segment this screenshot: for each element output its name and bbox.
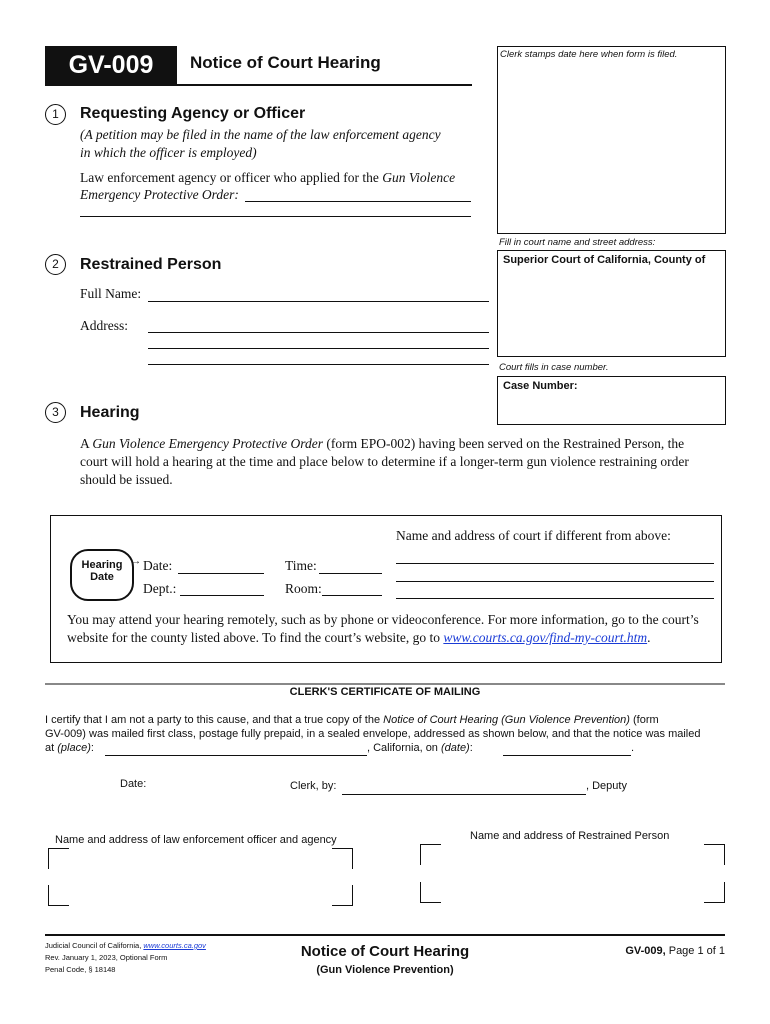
officer-address-label: Name and address of law enforcement officer and agency [55,834,337,846]
alt-court-field-line1[interactable] [396,563,714,564]
form-id-badge: GV-009 [45,46,177,84]
certificate-line3-a [45,742,94,754]
case-number-label: Case Number: [503,380,578,392]
hearing-text-prefix: A [80,436,93,451]
date-field[interactable] [178,573,264,574]
certificate-line1-italic: Notice of Court Hearing (Gun Violence Prevention) [383,714,630,726]
page-title: Notice of Court Hearing [190,53,381,72]
hearing-text-line1 [80,436,684,452]
remote-text-suffix: . [647,630,651,645]
room-label: Room: [285,581,322,596]
court-fill-note: Fill in court name and street address: [499,237,656,248]
court-name-label: Superior Court of California, County of [503,254,706,266]
certificate-heading: CLERK'S CERTIFICATE OF MAILING [289,686,481,698]
deputy-label: , Deputy [586,780,627,792]
restrained-window-corner-tr [704,844,725,865]
certificate-line2: GV-009) was mailed first class, postage fully prepaid, in a sealed envelope, addressed as shown below, and that the notice was mailed [45,728,701,740]
footer-page [560,945,725,957]
certificate-line3-b [367,742,473,754]
full-name-label: Full Name: [80,286,142,301]
restrained-window-corner-tl [420,844,441,865]
full-name-field[interactable] [148,301,489,302]
section1-note-line1: (A petition may be filed in the name of the law enforcement agency [80,127,441,142]
time-field[interactable] [319,573,382,574]
remote-text-prefix: website for the county listed above. To find the court’s website, go to [67,630,444,645]
alt-court-field-line2[interactable] [396,581,714,582]
hearing-text-rest: (form EPO-002) having been served on the Restrained Person, the [323,436,685,451]
time-label: Time: [285,558,317,573]
badge-line2: Date [90,571,114,583]
agency-field-line1[interactable] [245,201,471,202]
footer-page-number: Page 1 of 1 [665,945,725,957]
footer-subtitle: (Gun Violence Prevention) [316,964,454,976]
dept-label: Dept.: [143,581,177,596]
restrained-window-corner-br [704,882,725,903]
address-field-line2[interactable] [148,348,489,349]
section1-text-plain: Law enforcement agency or officer who applied for the [80,170,383,185]
officer-window-corner-br [332,885,353,906]
officer-window-corner-tl [48,848,69,869]
section1-heading: Requesting Agency or Officer [80,105,306,122]
officer-window-corner-tr [332,848,353,869]
case-number-note: Court fills in case number. [499,362,609,373]
certificate-line1-a: I certify that I am not a party to this cause, and that a true copy of the [45,714,384,726]
court-name-box[interactable] [497,250,726,357]
courts-link[interactable]: www.courts.ca.gov [143,941,206,950]
mail-date-label: (date) [440,742,470,754]
footer-code: Penal Code, § 18148 [45,965,116,974]
address-label: Address: [80,318,128,333]
section1-text-line1 [80,170,455,186]
section2-heading: Restrained Person [80,256,222,273]
section1-note-line2: in which the officer is employed) [80,145,257,160]
footer-title: Notice of Court Hearing [300,943,470,960]
find-my-court-link[interactable]: www.courts.ca.gov/find-my-court.htm [443,630,648,645]
restrained-window-corner-bl [420,882,441,903]
officer-window-corner-bl [48,885,69,906]
section1-text-line2: Emergency Protective Order: [80,187,239,202]
alt-court-field-line3[interactable] [396,598,714,599]
section-number-3: 3 [45,402,66,423]
footer-form-id: GV-009, [625,945,666,957]
remote-text-line1: You may attend your hearing remotely, such as by phone or videoconference. For more information, go to the court’s [67,612,699,627]
section-number-1: 1 [45,104,66,125]
clerk-by-label: Clerk, by: [290,780,337,792]
badge-line1: Hearing [81,559,123,571]
california-text: , California, on [367,742,441,754]
certificate-line1-b: (form [629,714,659,726]
clerk-stamp-box [497,46,726,234]
place-colon: : [90,742,94,754]
at-text: at [45,742,58,754]
mail-date-field[interactable] [503,755,631,756]
certificate-period: . [631,742,635,754]
footer-council-text: Judicial Council of California, [45,941,144,950]
room-field[interactable] [322,595,382,596]
hearing-date-badge [70,549,134,601]
badge-arrow-icon: → [131,556,141,567]
address-field-line1[interactable] [148,332,489,333]
date-label: Date: [143,558,173,573]
remote-text-line2 [67,630,650,646]
certificate-line1 [45,714,659,726]
hearing-text-italic: Gun Violence Emergency Protective Order [92,436,324,451]
section3-heading: Hearing [80,404,140,421]
certificate-rule [45,683,725,685]
restrained-address-label: Name and address of Restrained Person [470,830,670,842]
mail-date-colon: : [469,742,473,754]
hearing-text-line3: should be issued. [80,472,173,487]
header-rule [45,84,472,86]
hearing-text-line2: court will hold a hearing at the time and place below to determine if a longer-term gun violence restraining order [80,454,689,469]
dept-field[interactable] [180,595,264,596]
clerk-stamp-note: Clerk stamps date here when form is filed. [500,49,678,60]
section1-text-italic: Gun Violence [382,170,456,185]
place-label: (place) [57,742,91,754]
cert-date-label: Date: [120,778,147,790]
place-field[interactable] [105,755,367,756]
alt-court-label: Name and address of court if different from above: [396,528,671,543]
clerk-signature-field[interactable] [342,794,586,795]
section-number-2: 2 [45,254,66,275]
footer-rule [45,934,725,936]
address-field-line3[interactable] [148,364,489,365]
footer-rev: Rev. January 1, 2023, Optional Form [45,953,168,962]
agency-field-line2[interactable] [80,216,471,217]
